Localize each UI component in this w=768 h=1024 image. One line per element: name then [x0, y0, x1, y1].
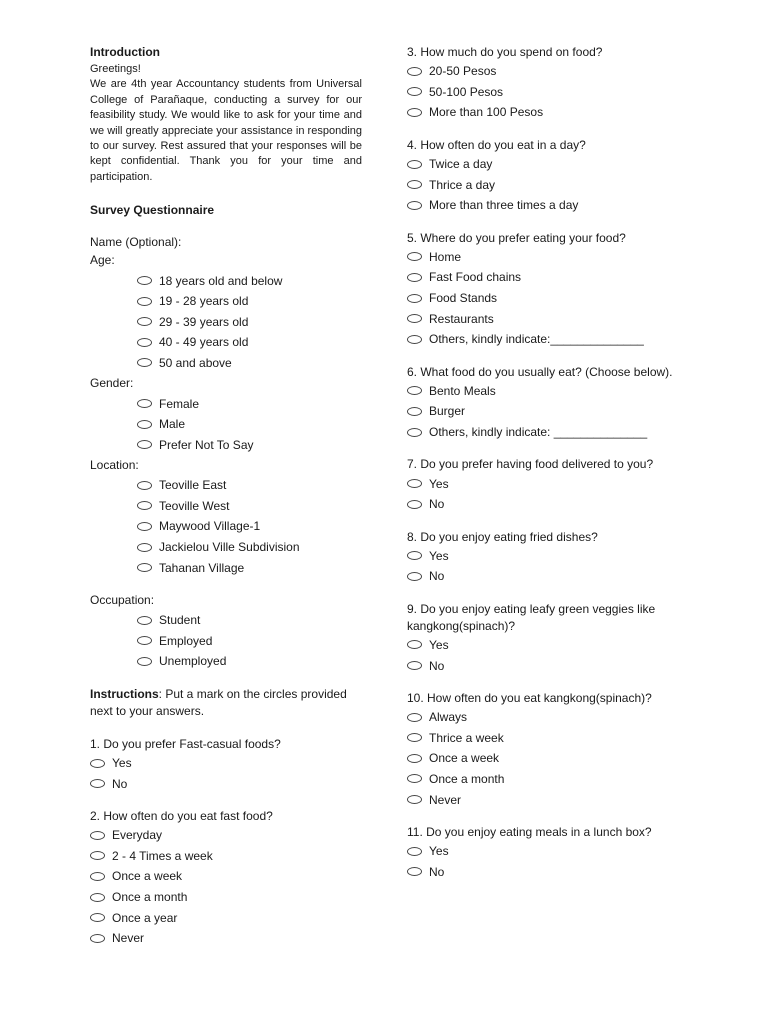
- option-label: No: [429, 497, 445, 512]
- option-label: 20-50 Pesos: [429, 64, 497, 79]
- radio-circle-icon[interactable]: [137, 501, 152, 510]
- radio-circle-icon[interactable]: [137, 522, 152, 531]
- option-row[interactable]: [407, 82, 707, 103]
- radio-circle-icon[interactable]: [90, 872, 105, 881]
- radio-circle-icon[interactable]: [407, 87, 422, 96]
- option-label: Maywood Village-1: [159, 519, 261, 534]
- option-row[interactable]: [137, 631, 362, 652]
- option-row[interactable]: [137, 311, 362, 332]
- radio-circle-icon[interactable]: [407, 847, 422, 856]
- option-label: Once a month: [429, 771, 505, 786]
- option-row[interactable]: [407, 329, 707, 350]
- option-row[interactable]: [407, 748, 707, 769]
- radio-circle-icon[interactable]: [137, 616, 152, 625]
- option-label: Once a year: [112, 910, 178, 925]
- option-label: Once a month: [112, 890, 188, 905]
- option-row[interactable]: [137, 496, 362, 517]
- option-row[interactable]: [407, 195, 707, 216]
- option-row[interactable]: [137, 291, 362, 312]
- option-label: Tahanan Village: [159, 560, 245, 575]
- option-label: Yes: [429, 476, 449, 491]
- option-row[interactable]: [407, 422, 707, 443]
- option-row[interactable]: [407, 655, 707, 676]
- radio-circle-icon[interactable]: [137, 636, 152, 645]
- option-row[interactable]: [90, 753, 362, 774]
- radio-circle-icon[interactable]: [407, 314, 422, 323]
- option-label: 2 - 4 Times a week: [112, 848, 213, 863]
- option-row[interactable]: [407, 494, 707, 515]
- radio-circle-icon[interactable]: [90, 831, 105, 840]
- option-label: Once a week: [429, 751, 500, 766]
- radio-circle-icon[interactable]: [407, 108, 422, 117]
- right-column: [407, 44, 707, 882]
- radio-circle-icon[interactable]: [407, 479, 422, 488]
- age-options: [90, 270, 362, 373]
- radio-circle-icon[interactable]: [137, 317, 152, 326]
- radio-circle-icon[interactable]: [407, 160, 422, 169]
- question-5-options: [407, 247, 707, 350]
- question-7-options: [407, 473, 707, 514]
- occupation-label: Occupation:: [90, 592, 155, 607]
- option-row[interactable]: [407, 546, 707, 567]
- option-row[interactable]: [407, 635, 707, 656]
- question-6-options: [407, 381, 707, 443]
- location-label: Location:: [90, 458, 139, 472]
- option-row[interactable]: [90, 846, 362, 867]
- radio-circle-icon[interactable]: [137, 481, 152, 490]
- option-label: More than three times a day: [429, 198, 579, 213]
- option-label: Yes: [112, 756, 132, 771]
- radio-circle-icon[interactable]: [407, 774, 422, 783]
- radio-circle-icon[interactable]: [407, 67, 422, 76]
- question-11-options: [407, 841, 707, 882]
- radio-circle-icon[interactable]: [407, 572, 422, 581]
- option-label: Jackielou Ville Subdivision: [159, 540, 300, 555]
- question-2-options: [90, 825, 362, 949]
- radio-circle-icon[interactable]: [407, 386, 422, 395]
- left-column: [90, 44, 362, 949]
- option-label: Always: [429, 710, 468, 725]
- option-row[interactable]: [407, 61, 707, 82]
- option-label: Burger: [429, 404, 466, 419]
- option-row[interactable]: [407, 308, 707, 329]
- option-row[interactable]: [137, 557, 362, 578]
- option-row[interactable]: [407, 841, 707, 862]
- option-label: 19 - 28 years old: [159, 294, 249, 309]
- radio-circle-icon[interactable]: [407, 180, 422, 189]
- gender-label: Gender:: [90, 376, 134, 391]
- option-label: Female: [159, 396, 200, 411]
- option-label: 50-100 Pesos: [429, 84, 504, 99]
- radio-circle-icon[interactable]: [407, 428, 422, 437]
- option-label: Others, kindly indicate:______________: [429, 332, 644, 347]
- option-row[interactable]: [90, 825, 362, 846]
- radio-circle-icon[interactable]: [137, 399, 152, 408]
- radio-circle-icon[interactable]: [407, 551, 422, 560]
- option-row[interactable]: [407, 267, 707, 288]
- radio-circle-icon[interactable]: [407, 795, 422, 804]
- option-row[interactable]: [407, 102, 707, 123]
- radio-circle-icon[interactable]: [137, 440, 152, 449]
- option-label: No: [429, 864, 445, 879]
- option-row[interactable]: [137, 270, 362, 291]
- question-8: 8. Do you enjoy eating fried dishes?: [407, 529, 598, 544]
- radio-circle-icon[interactable]: [407, 273, 422, 282]
- option-label: Employed: [159, 633, 213, 648]
- option-label: No: [112, 776, 128, 791]
- radio-circle-icon[interactable]: [407, 733, 422, 742]
- question-11: 11. Do you enjoy eating meals in a lunch box?: [407, 824, 652, 839]
- option-label: Never: [429, 792, 462, 807]
- option-row[interactable]: [407, 401, 707, 422]
- question-8-options: [407, 546, 707, 587]
- option-label: Restaurants: [429, 311, 494, 326]
- intro-greeting: Greetings!: [90, 63, 141, 75]
- option-label: Bento Meals: [429, 383, 496, 398]
- radio-circle-icon[interactable]: [407, 867, 422, 876]
- option-row[interactable]: [137, 434, 362, 455]
- question-1-options: [90, 753, 362, 794]
- radio-circle-icon[interactable]: [407, 335, 422, 344]
- option-row[interactable]: [90, 887, 362, 908]
- question-9-options: [407, 635, 707, 676]
- option-row[interactable]: [407, 789, 707, 810]
- option-label: No: [429, 658, 445, 673]
- radio-circle-icon[interactable]: [90, 779, 105, 788]
- option-row[interactable]: [407, 473, 707, 494]
- option-label: 18 years old and below: [159, 273, 283, 288]
- radio-circle-icon[interactable]: [407, 252, 422, 261]
- question-9: 9. Do you enjoy eating leafy green veggies like kangkong(spinach)?: [407, 601, 656, 633]
- instructions-label: Instructions: [90, 686, 159, 701]
- radio-circle-icon[interactable]: [407, 407, 422, 416]
- radio-circle-icon[interactable]: [407, 500, 422, 509]
- intro-paragraph: We are 4th year Accountancy students from Universal College of Parañaque, conducting a survey for our feasibility study. We would like to ask for your time and we will greatly appreciate your assistance in responding to our survey. Rest assured that your responses will be kept confidential. Thank you for your time and participation.: [90, 78, 362, 183]
- option-label: Yes: [429, 637, 449, 652]
- option-label: 29 - 39 years old: [159, 314, 249, 329]
- option-label: No: [429, 569, 445, 584]
- radio-circle-icon[interactable]: [407, 661, 422, 670]
- option-row[interactable]: [137, 537, 362, 558]
- option-label: Male: [159, 417, 186, 432]
- question-2: 2. How often do you eat fast food?: [90, 808, 273, 823]
- option-label: Unemployed: [159, 654, 227, 669]
- question-10: 10. How often do you eat kangkong(spinach)?: [407, 690, 652, 705]
- question-4-options: [407, 154, 707, 216]
- location-options: [90, 475, 362, 578]
- radio-circle-icon[interactable]: [137, 563, 152, 572]
- option-row[interactable]: [137, 610, 362, 631]
- option-label: Thrice a week: [429, 730, 504, 745]
- question-5: 5. Where do you prefer eating your food?: [407, 230, 626, 245]
- radio-circle-icon[interactable]: [90, 934, 105, 943]
- option-row[interactable]: [137, 393, 362, 414]
- option-row[interactable]: [137, 414, 362, 435]
- option-row[interactable]: [90, 928, 362, 949]
- radio-circle-icon[interactable]: [137, 276, 152, 285]
- question-3: 3. How much do you spend on food?: [407, 45, 603, 59]
- option-row[interactable]: [137, 353, 362, 374]
- option-label: Others, kindly indicate: ______________: [429, 425, 648, 440]
- option-row[interactable]: [407, 288, 707, 309]
- option-row[interactable]: [407, 381, 707, 402]
- option-label: Home: [429, 249, 462, 264]
- option-label: Thrice a day: [429, 177, 496, 192]
- question-1: 1. Do you prefer Fast-casual foods?: [90, 736, 281, 751]
- radio-circle-icon[interactable]: [137, 543, 152, 552]
- radio-circle-icon[interactable]: [90, 851, 105, 860]
- question-4: 4. How often do you eat in a day?: [407, 137, 586, 152]
- option-row[interactable]: [407, 707, 707, 728]
- option-row[interactable]: [137, 516, 362, 537]
- question-10-options: [407, 707, 707, 810]
- option-row[interactable]: [407, 174, 707, 195]
- option-row[interactable]: [407, 769, 707, 790]
- instructions: [90, 686, 362, 720]
- radio-circle-icon[interactable]: [407, 640, 422, 649]
- radio-circle-icon[interactable]: [407, 713, 422, 722]
- option-label: Teoville East: [159, 478, 227, 493]
- intro-heading: Introduction: [90, 45, 160, 59]
- radio-circle-icon[interactable]: [407, 754, 422, 763]
- radio-circle-icon[interactable]: [407, 201, 422, 210]
- radio-circle-icon[interactable]: [407, 294, 422, 303]
- option-row[interactable]: [90, 907, 362, 928]
- survey-title: Survey Questionnaire: [90, 203, 215, 218]
- radio-circle-icon[interactable]: [90, 913, 105, 922]
- question-3-options: [407, 61, 707, 123]
- option-label: Yes: [429, 548, 449, 563]
- option-row[interactable]: [407, 154, 707, 175]
- question-7: 7. Do you prefer having food delivered to you?: [407, 457, 654, 472]
- option-label: Student: [159, 613, 201, 628]
- radio-circle-icon[interactable]: [137, 420, 152, 429]
- radio-circle-icon[interactable]: [90, 759, 105, 768]
- option-row[interactable]: [137, 475, 362, 496]
- option-label: Never: [112, 931, 145, 946]
- option-label: Teoville West: [159, 498, 230, 513]
- name-label: Name (Optional):: [90, 235, 182, 250]
- option-label: More than 100 Pesos: [429, 105, 544, 120]
- option-label: Fast Food chains: [429, 270, 522, 285]
- option-row[interactable]: [137, 332, 362, 353]
- radio-circle-icon[interactable]: [90, 893, 105, 902]
- option-row[interactable]: [137, 651, 362, 672]
- option-row[interactable]: [407, 566, 707, 587]
- radio-circle-icon[interactable]: [137, 657, 152, 666]
- option-row[interactable]: [407, 861, 707, 882]
- option-label: 50 and above: [159, 355, 232, 370]
- option-label: Yes: [429, 844, 449, 859]
- radio-circle-icon[interactable]: [137, 358, 152, 367]
- option-label: Food Stands: [429, 291, 498, 306]
- option-label: Everyday: [112, 828, 163, 843]
- option-row[interactable]: [90, 866, 362, 887]
- option-row[interactable]: [90, 773, 362, 794]
- instructions-text: : Put a mark on the circles provided next to your answers.: [90, 686, 347, 718]
- option-row[interactable]: [407, 247, 707, 268]
- radio-circle-icon[interactable]: [137, 338, 152, 347]
- option-row[interactable]: [407, 727, 707, 748]
- radio-circle-icon[interactable]: [137, 297, 152, 306]
- occupation-options: [90, 610, 362, 672]
- option-label: 40 - 49 years old: [159, 335, 249, 350]
- question-6: 6. What food do you usually eat? (Choose below).: [407, 364, 673, 379]
- option-label: Once a week: [112, 869, 183, 884]
- option-label: Twice a day: [429, 157, 493, 172]
- gender-options: [90, 393, 362, 455]
- option-label: Prefer Not To Say: [159, 437, 254, 452]
- age-label: Age:: [90, 253, 115, 268]
